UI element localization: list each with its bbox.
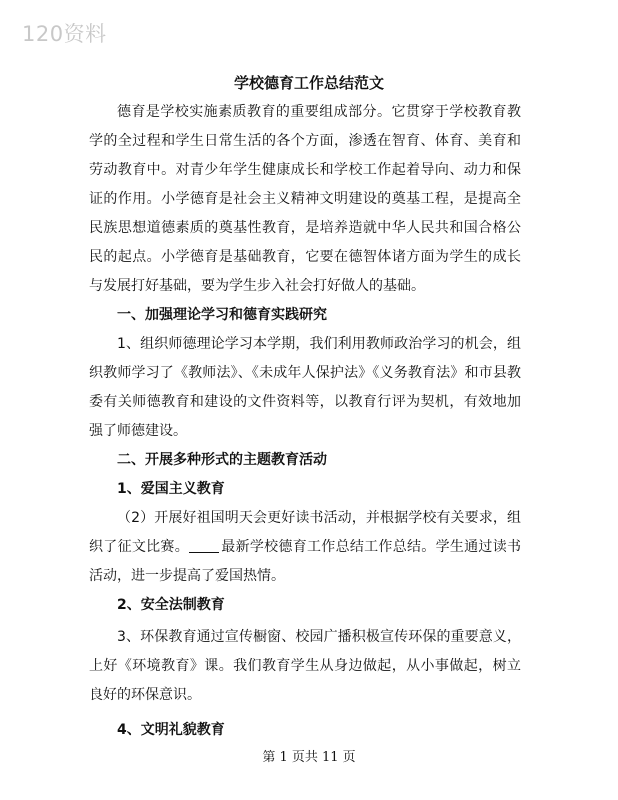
section-1-paragraph-1: 1、组织师德理论学习本学期，我们利用教师政治学习的机会，组织教师学习了《教师法》、《未成年人保护法》《义务教育法》和市县教委有关师德教育和建设的文件资料等，以教育行评为契机，有效地加强了师德建设。 (89, 336, 521, 439)
subsection-etiquette-heading: 4、文明礼貌教育 (117, 722, 225, 738)
subsection-patriotism-heading: 1、爱国主义教育 (117, 481, 225, 497)
subsection-safety-heading: 2、安全法制教育 (117, 597, 225, 613)
watermark: 120资料 (22, 22, 107, 46)
document-title: 学校德育工作总结范文 (233, 74, 384, 92)
blank-underline (189, 538, 219, 553)
section-2-heading: 二、开展多种形式的主题教育活动 (117, 452, 327, 468)
page-footer: 第 1 页共 11 页 (262, 750, 356, 765)
patriotism-paragraph-part-1: （2）开展好祖国明天会更好读书活动，并根据学校有关要求，组织了征文比赛。 (89, 510, 521, 555)
intro-paragraph: 德育是学校实施素质教育的重要组成部分。它贯穿于学校教育教学的全过程和学生日常生活的各个方面，渗透在智育、体育、美育和劳动教育中。对青少年学生健康成长和学校工作起着导向、动力和保证的作用。小学德育是社会主义精神文明建设的奠基工程，是提高全民族思想道德素质的奠基性教育，是培养造就中华人民共和国合格公民的起点。小学德育是基础教育，它要在德智体诸方面为学生的成长与发展打好基础，要为学生步入社会打好做人的基础。 (89, 104, 521, 294)
subsection-environment-paragraph: 3、环保教育通过宣传橱窗、校园广播积极宣传环保的重要意义，上好《环境教育》课。我们教育学生从身边做起，从小事做起，树立良好的环保意识。 (89, 629, 521, 703)
section-1-heading: 一、加强理论学习和德育实践研究 (117, 307, 327, 323)
document-body (89, 98, 521, 745)
patriotism-paragraph-part-2: 最新学校德育工作总结工作总结。学生通过读书活动，进一步提高了爱国热情。 (89, 539, 521, 584)
subsection-patriotism-paragraph (89, 504, 521, 591)
